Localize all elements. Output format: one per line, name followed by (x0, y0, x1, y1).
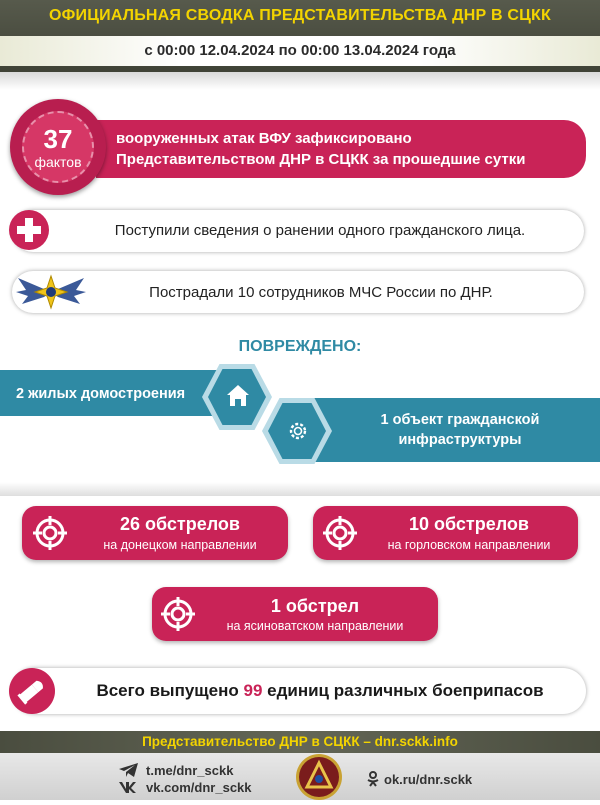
telegram-icon (118, 762, 140, 778)
house-icon (225, 381, 251, 411)
damaged-infra (330, 410, 590, 450)
page-title: ОФИЦИАЛЬНАЯ СВОДКА ПРЕДСТАВИТЕЛЬСТВА ДНР В СЦКК (49, 7, 551, 24)
attacks-line-2: Представительством ДНР в СЦКК за прошедшие сутки (116, 151, 526, 168)
shelling-direction-donetsk: на донецком направлении (103, 538, 257, 552)
vk-link[interactable]: vk.com/dnr_sckk (146, 780, 252, 795)
attacks-line-1: вооруженных атак ВФУ зафиксировано (116, 130, 412, 147)
shelling-direction-gorlovka: на горловском направлении (387, 538, 551, 552)
gear-icon (285, 418, 311, 444)
target-icon (32, 515, 68, 551)
ammo-number: 99 (243, 681, 263, 700)
attacks-unit: фактов (34, 154, 82, 170)
damaged-heading: ПОВРЕЖДЕНО: (238, 338, 362, 355)
attacks-description (116, 128, 576, 170)
attacks-count: 37 (43, 124, 73, 154)
damaged-homes: 2 жилых домостроения (16, 386, 186, 402)
target-icon (322, 515, 358, 551)
bullet-icon (9, 668, 55, 714)
ammo-prefix: Всего выпущено (96, 681, 239, 700)
damaged-infra-line-1: 1 объект гражданской (380, 412, 540, 428)
odnoklassniki-icon (366, 771, 380, 787)
target-icon (160, 596, 196, 632)
header-shadow (0, 72, 600, 90)
injured-text: Поступили сведения о ранении одного гражданского лица. (114, 222, 526, 239)
shelling-count-yasinovataya: 1 обстрел (270, 596, 360, 616)
ammo-suffix: единиц различных боеприпасов (267, 681, 544, 700)
mchs-emblem-icon (14, 270, 88, 314)
date-range: с 00:00 12.04.2024 по 00:00 13.04.2024 года (144, 42, 456, 59)
footer-site[interactable]: Представительство ДНР в СЦКК – dnr.sckk.info (142, 734, 458, 749)
vk-icon (118, 780, 140, 794)
telegram-link[interactable]: t.me/dnr_sckk (146, 763, 234, 778)
medical-cross-icon (9, 210, 49, 250)
ok-link[interactable]: ok.ru/dnr.sckk (384, 772, 473, 787)
mchs-text: Пострадали 10 сотрудников МЧС России по ДНР. (149, 284, 493, 301)
logo-emblem (296, 754, 342, 800)
shelling-direction-yasinovataya: на ясиноватском направлении (226, 619, 404, 633)
shelling-count-gorlovka: 10 обстрелов (409, 514, 529, 534)
section-divider (0, 482, 600, 496)
damaged-infra-line-2: инфраструктуры (398, 432, 522, 448)
shelling-count-donetsk: 26 обстрелов (120, 514, 240, 534)
ammo-total (62, 681, 578, 701)
